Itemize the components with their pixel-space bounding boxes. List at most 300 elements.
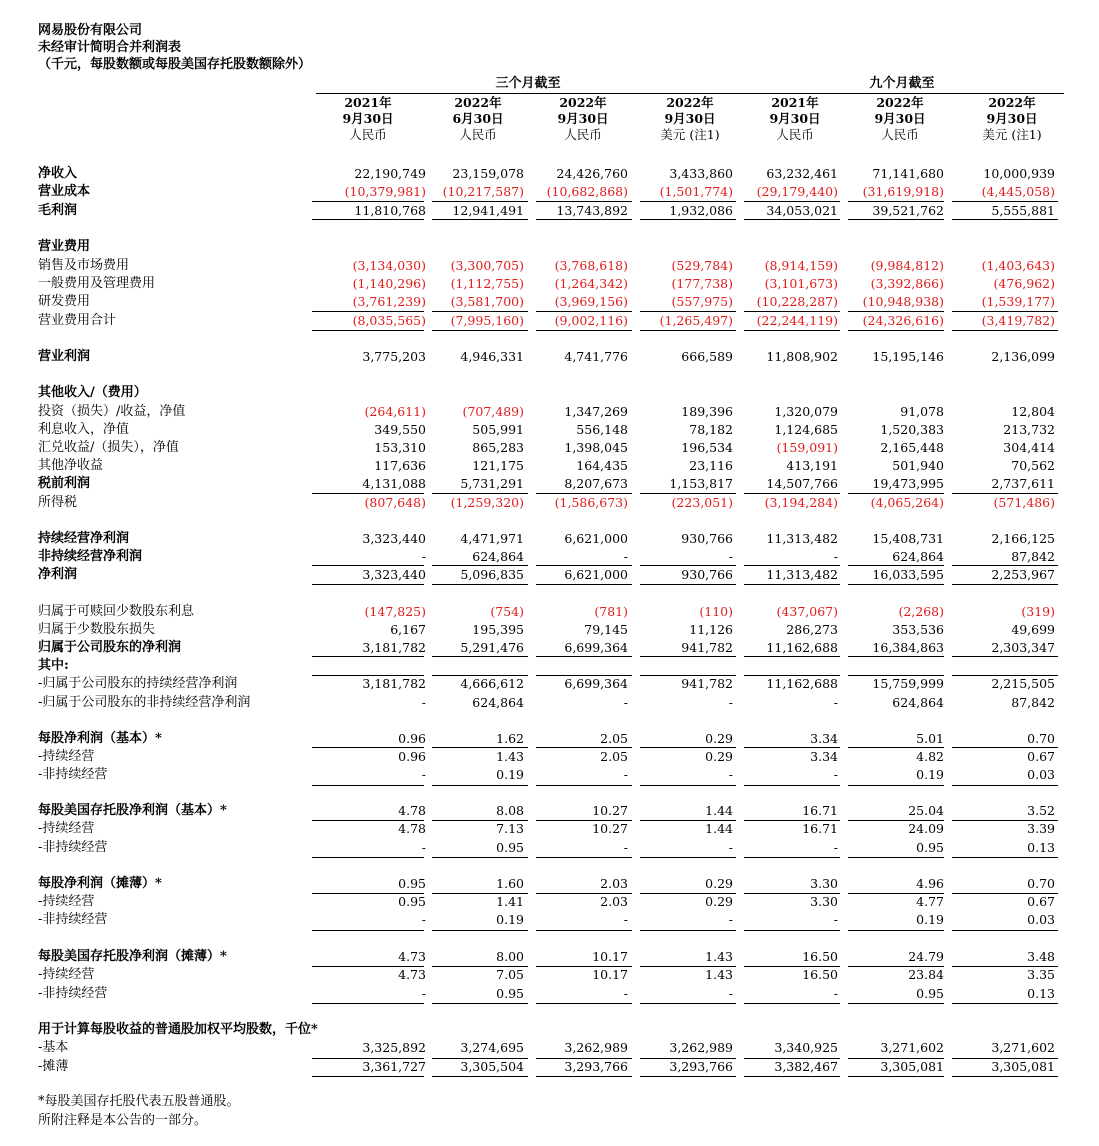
table-rule (312, 330, 424, 331)
table-rule (536, 493, 632, 494)
row-label: -非持续经营 (38, 912, 108, 927)
table-rule (848, 219, 944, 220)
cell-value: (1,265,497) (659, 313, 733, 328)
table-rule (312, 1003, 424, 1004)
row-label: 持续经营净利润 (38, 531, 130, 546)
cell-value: 4,946,331 (460, 349, 524, 364)
cell-value: 3,382,467 (774, 1059, 838, 1074)
cell-value: 11,162,688 (766, 640, 838, 655)
cell-value: (1,112,755) (450, 276, 524, 291)
column-date: 9月30日 (342, 111, 394, 126)
cell-value: - (833, 549, 838, 564)
cell-value: 3,433,860 (669, 166, 733, 181)
table-rule (536, 747, 632, 748)
table-rule (848, 656, 944, 657)
table-row (38, 1058, 1068, 1076)
cell-value: (781) (594, 604, 628, 619)
cell-value: 3,262,989 (564, 1040, 628, 1055)
table-rule (952, 565, 1058, 566)
table-rule (952, 656, 1058, 657)
cell-value: 1.43 (496, 749, 524, 764)
table-rule (432, 201, 528, 202)
cell-value: 0.29 (705, 894, 733, 909)
cell-value: (1,259,320) (450, 495, 524, 510)
cell-value: 0.03 (1027, 767, 1055, 782)
cell-value: 3,293,766 (564, 1059, 628, 1074)
table-rule (640, 747, 736, 748)
table-rule (432, 675, 528, 676)
cell-value: 501,940 (892, 458, 944, 473)
row-label: 非持续经营净利润 (38, 549, 143, 564)
row-label: -归属于公司股东的持续经营净利润 (38, 676, 238, 691)
cell-value: 1,520,383 (880, 422, 944, 437)
column-currency: 人民币 (776, 127, 814, 142)
cell-value: 0.70 (1027, 731, 1055, 746)
cell-value: 0.67 (1027, 894, 1055, 909)
cell-value: 78,182 (689, 422, 733, 437)
table-rule (312, 311, 424, 312)
cell-value: - (623, 840, 628, 855)
cell-value: 11,810,768 (354, 203, 426, 218)
cell-value: (3,101,673) (764, 276, 838, 291)
table-rule (640, 820, 736, 821)
cell-value: 10.17 (592, 967, 628, 982)
row-label: -非持续经营 (38, 840, 108, 855)
cell-value: 0.13 (1027, 986, 1055, 1001)
cell-value: (807,648) (364, 495, 426, 510)
table-rule (952, 675, 1058, 676)
cell-value: 1.44 (705, 821, 733, 836)
table-rule (312, 656, 424, 657)
table-rule (312, 675, 424, 676)
cell-value: 24.79 (908, 949, 944, 964)
table-row (38, 675, 1068, 693)
row-label: -摊薄 (38, 1059, 69, 1074)
table-rule (536, 565, 632, 566)
table-rule (640, 893, 736, 894)
cell-value: 2,303,347 (991, 640, 1055, 655)
table-row (38, 802, 1068, 820)
cell-value: 3,305,081 (880, 1059, 944, 1074)
cell-value: 1,932,086 (669, 203, 733, 218)
column-currency: 人民币 (459, 127, 497, 142)
cell-value: 930,766 (681, 531, 733, 546)
row-label: 汇兑收益/（损失），净值 (38, 440, 179, 455)
table-rule (744, 656, 840, 657)
cell-value: 3.35 (1027, 967, 1055, 982)
cell-value: 49,699 (1011, 622, 1055, 637)
table-row (38, 820, 1068, 838)
column-year: 2021年 (771, 95, 819, 110)
cell-value: (707,489) (462, 404, 524, 419)
cell-value: 941,782 (681, 640, 733, 655)
cell-value: 70,562 (1011, 458, 1055, 473)
cell-value: 5.01 (916, 731, 944, 746)
table-rule (312, 493, 424, 494)
table-rule (536, 893, 632, 894)
table-rule (312, 966, 424, 967)
table-rule (536, 675, 632, 676)
table-rule (432, 565, 528, 566)
cell-value: 11,313,482 (766, 567, 838, 582)
cell-value: 8.08 (496, 803, 524, 818)
table-rule (952, 219, 1058, 220)
cell-value: - (421, 767, 426, 782)
row-label: 研发费用 (38, 294, 91, 309)
cell-value: 505,991 (472, 422, 524, 437)
cell-value: 25.04 (908, 803, 944, 818)
cell-value: 10.27 (592, 803, 628, 818)
table-rule (848, 857, 944, 858)
cell-value: (29,179,440) (756, 184, 838, 199)
cell-value: 14,507,766 (766, 476, 838, 491)
row-label: 一般费用及管理费用 (38, 276, 156, 291)
cell-value: (3,392,866) (870, 276, 944, 291)
cell-value: (1,539,177) (981, 294, 1055, 309)
table-rule (744, 893, 840, 894)
group-three-months: 三个月截至 (318, 75, 738, 94)
column-currency: 人民币 (881, 127, 919, 142)
column-header (422, 93, 534, 143)
cell-value: 91,078 (900, 404, 944, 419)
table-rule (312, 893, 424, 894)
cell-value: 1.43 (705, 949, 733, 964)
table-row (38, 421, 1068, 439)
table-rule (640, 1076, 736, 1077)
table-rule (432, 1058, 528, 1059)
cell-value: 24.09 (908, 821, 944, 836)
cell-value: 4.96 (916, 876, 944, 891)
cell-value: 0.19 (916, 912, 944, 927)
cell-value: (7,995,160) (450, 313, 524, 328)
table-rule (432, 311, 528, 312)
cell-value: 3.30 (810, 876, 838, 891)
table-row (38, 312, 1068, 330)
column-header (312, 93, 424, 143)
table-rule (640, 1058, 736, 1059)
cell-value: - (833, 695, 838, 710)
table-rule (640, 565, 736, 566)
cell-value: 3,271,602 (880, 1040, 944, 1055)
table-rule (744, 1076, 840, 1077)
table-rule (744, 493, 840, 494)
cell-value: 0.03 (1027, 912, 1055, 927)
column-header (739, 93, 851, 143)
cell-value: 4.77 (916, 894, 944, 909)
cell-value: (437,067) (776, 604, 838, 619)
cell-value: 3.52 (1027, 803, 1055, 818)
table-rule (848, 1058, 944, 1059)
cell-value: (2,268) (898, 604, 944, 619)
table-rule (432, 219, 528, 220)
cell-value: - (833, 986, 838, 1001)
table-rule (744, 820, 840, 821)
cell-value: (3,581,700) (450, 294, 524, 309)
table-rule (536, 311, 632, 312)
table-rule (848, 1003, 944, 1004)
cell-value: (110) (699, 604, 733, 619)
cell-value: - (728, 767, 733, 782)
row-label: 归属于少数股东损失 (38, 622, 156, 637)
cell-value: 3.48 (1027, 949, 1055, 964)
column-date: 9月30日 (557, 111, 609, 126)
cell-value: 3,340,925 (774, 1040, 838, 1055)
cell-value: 666,589 (681, 349, 733, 364)
cell-value: 3,323,440 (362, 567, 426, 582)
cell-value: (10,948,938) (862, 294, 944, 309)
column-header (956, 93, 1068, 143)
cell-value: - (421, 986, 426, 1001)
row-label: 其他净收益 (38, 458, 104, 473)
column-year: 2022年 (666, 95, 714, 110)
table-rule (432, 1003, 528, 1004)
table-rule (536, 785, 632, 786)
cell-value: 79,145 (584, 622, 628, 637)
cell-value: 63,232,461 (766, 166, 838, 181)
cell-value: 0.95 (398, 876, 426, 891)
table-rule (640, 675, 736, 676)
statement-subtitle: （千元，每股数额或每股美国存托股数额除外） (38, 57, 312, 72)
cell-value: 3,274,695 (460, 1040, 524, 1055)
table-rule (848, 565, 944, 566)
cell-value: 71,141,680 (872, 166, 944, 181)
column-date: 9月30日 (664, 111, 716, 126)
cell-value: 3,181,782 (362, 640, 426, 655)
cell-value: 16,384,863 (872, 640, 944, 655)
cell-value: 0.19 (496, 767, 524, 782)
cell-value: - (623, 912, 628, 927)
row-label: 销售及市场费用 (38, 258, 130, 273)
cell-value: 87,842 (1011, 695, 1055, 710)
cell-value: 2,166,125 (991, 531, 1055, 546)
cell-value: - (421, 840, 426, 855)
column-currency: 人民币 (349, 127, 387, 142)
group-nine-months: 九个月截至 (742, 75, 1062, 94)
cell-value: 3.34 (810, 731, 838, 746)
cell-value: (3,194,284) (764, 495, 838, 510)
cell-value: 13,743,892 (556, 203, 628, 218)
cell-value: - (623, 767, 628, 782)
cell-value: 189,396 (681, 404, 733, 419)
cell-value: 4.73 (398, 967, 426, 982)
table-row (38, 183, 1068, 201)
column-currency: 美元 (注1) (982, 127, 1042, 142)
cell-value: 4,131,088 (362, 476, 426, 491)
cell-value: 624,864 (892, 695, 944, 710)
cell-value: (754) (490, 604, 524, 619)
table-rule (640, 311, 736, 312)
cell-value: (31,619,918) (862, 184, 944, 199)
cell-value: 286,273 (786, 622, 838, 637)
row-label: 营业费用 (38, 239, 91, 254)
column-currency: 美元 (注1) (660, 127, 720, 142)
table-rule (952, 584, 1058, 585)
table-rule (848, 311, 944, 312)
statement-title: 未经审计简明合并利润表 (38, 40, 182, 55)
cell-value: 195,395 (472, 622, 524, 637)
table-rule (744, 1058, 840, 1059)
row-label: 投资（损失）/收益，净值 (38, 404, 186, 419)
cell-value: 39,521,762 (872, 203, 944, 218)
table-rule (744, 311, 840, 312)
cell-value: 0.19 (916, 767, 944, 782)
cell-value: - (728, 986, 733, 1001)
table-rule (744, 747, 840, 748)
cell-value: 11,808,902 (766, 349, 838, 364)
cell-value: 4.82 (916, 749, 944, 764)
table-rule (952, 747, 1058, 748)
column-header-block (426, 93, 530, 143)
cell-value: (10,228,287) (756, 294, 838, 309)
column-date: 9月30日 (986, 111, 1038, 126)
cell-value: (3,768,618) (554, 258, 628, 273)
table-rule (848, 820, 944, 821)
table-rule (312, 201, 424, 202)
cell-value: 349,550 (374, 422, 426, 437)
cell-value: 6,699,364 (564, 676, 628, 691)
table-row (38, 548, 1068, 566)
table-rule (432, 656, 528, 657)
table-rule (848, 1076, 944, 1077)
cell-value: 87,842 (1011, 549, 1055, 564)
cell-value: 23,116 (689, 458, 733, 473)
cell-value: (264,611) (364, 404, 426, 419)
column-year: 2021年 (344, 95, 392, 110)
table-row (38, 839, 1068, 857)
table-row (38, 439, 1068, 457)
cell-value: 3.30 (810, 894, 838, 909)
cell-value: 121,175 (472, 458, 524, 473)
table-rule (640, 493, 736, 494)
cell-value: - (623, 986, 628, 1001)
column-header-block (531, 93, 635, 143)
table-row (38, 384, 1068, 402)
cell-value: 4,741,776 (564, 349, 628, 364)
table-rule (952, 493, 1058, 494)
cell-value: 10,000,939 (983, 166, 1055, 181)
column-currency: 人民币 (564, 127, 602, 142)
cell-value: (319) (1021, 604, 1055, 619)
table-rule (848, 893, 944, 894)
table-rule (952, 857, 1058, 858)
cell-value: 2,737,611 (991, 476, 1055, 491)
column-header-block (743, 93, 847, 143)
table-row (38, 766, 1068, 784)
table-rule (744, 1003, 840, 1004)
cell-value: 7.05 (496, 967, 524, 982)
column-header (634, 93, 746, 143)
table-row (38, 202, 1068, 220)
cell-value: 6,621,000 (564, 567, 628, 582)
table-rule (744, 930, 840, 931)
table-rule (640, 219, 736, 220)
table-rule (952, 1058, 1058, 1059)
cell-value: 12,941,491 (452, 203, 524, 218)
column-header (844, 93, 956, 143)
cell-value: 0.95 (496, 840, 524, 855)
cell-value: 0.70 (1027, 876, 1055, 891)
cell-value: (476,962) (993, 276, 1055, 291)
table-row (38, 657, 1068, 675)
table-rule (952, 330, 1058, 331)
cell-value: (24,326,616) (862, 313, 944, 328)
cell-value: 24,426,760 (556, 166, 628, 181)
table-rule (312, 219, 424, 220)
row-label: 营业费用合计 (38, 313, 117, 328)
cell-value: 3,271,602 (991, 1040, 1055, 1055)
cell-value: (3,134,030) (352, 258, 426, 273)
table-rule (432, 857, 528, 858)
table-rule (432, 966, 528, 967)
table-row (38, 730, 1068, 748)
cell-value: 941,782 (681, 676, 733, 691)
table-row (38, 275, 1068, 293)
column-header-block (960, 93, 1064, 143)
cell-value: 8.00 (496, 949, 524, 964)
table-rule (952, 893, 1058, 894)
cell-value: - (421, 695, 426, 710)
cell-value: 5,555,881 (991, 203, 1055, 218)
table-rule (848, 966, 944, 967)
cell-value: 1,153,817 (669, 476, 733, 491)
table-rule (432, 330, 528, 331)
cell-value: (3,969,156) (554, 294, 628, 309)
table-row (38, 621, 1068, 639)
table-rule (432, 785, 528, 786)
cell-value: (1,586,673) (554, 495, 628, 510)
column-year: 2022年 (454, 95, 502, 110)
cell-value: 4.73 (398, 949, 426, 964)
table-rule (312, 584, 424, 585)
cell-value: 3,305,504 (460, 1059, 524, 1074)
cell-value: 15,759,999 (872, 676, 944, 691)
cell-value: 1.62 (496, 731, 524, 746)
cell-value: (4,065,264) (870, 495, 944, 510)
table-rule (432, 1076, 528, 1077)
row-label: 每股净利润（基本）* (38, 731, 162, 746)
cell-value: 0.95 (496, 986, 524, 1001)
cell-value: (1,264,342) (554, 276, 628, 291)
table-rule (952, 930, 1058, 931)
cell-value: 1,398,045 (564, 440, 628, 455)
cell-value: (9,984,812) (870, 258, 944, 273)
cell-value: 0.96 (398, 731, 426, 746)
cell-value: 1.60 (496, 876, 524, 891)
row-label: -非持续经营 (38, 767, 108, 782)
cell-value: (22,244,119) (756, 313, 838, 328)
row-label: 每股美国存托股净利润（摊薄）* (38, 949, 227, 964)
table-rule (536, 966, 632, 967)
table-rule (640, 201, 736, 202)
cell-value: 4,471,971 (460, 531, 524, 546)
table-row (38, 457, 1068, 475)
cell-value: 8,207,673 (564, 476, 628, 491)
cell-value: 2.05 (600, 749, 628, 764)
row-label: 其他收入/（费用） (38, 385, 147, 400)
table-rule (312, 785, 424, 786)
table-rule (744, 219, 840, 220)
table-row (38, 403, 1068, 421)
table-rule (744, 857, 840, 858)
cell-value: 3.39 (1027, 821, 1055, 836)
row-label: -持续经营 (38, 967, 95, 982)
cell-value: 23,159,078 (452, 166, 524, 181)
column-date: 9月30日 (769, 111, 821, 126)
cell-value: (1,501,774) (659, 184, 733, 199)
cell-value: 11,126 (689, 622, 733, 637)
footnote-ads: *每股美国存托股代表五股普通股。 (38, 1094, 240, 1109)
row-label: -基本 (38, 1040, 69, 1055)
